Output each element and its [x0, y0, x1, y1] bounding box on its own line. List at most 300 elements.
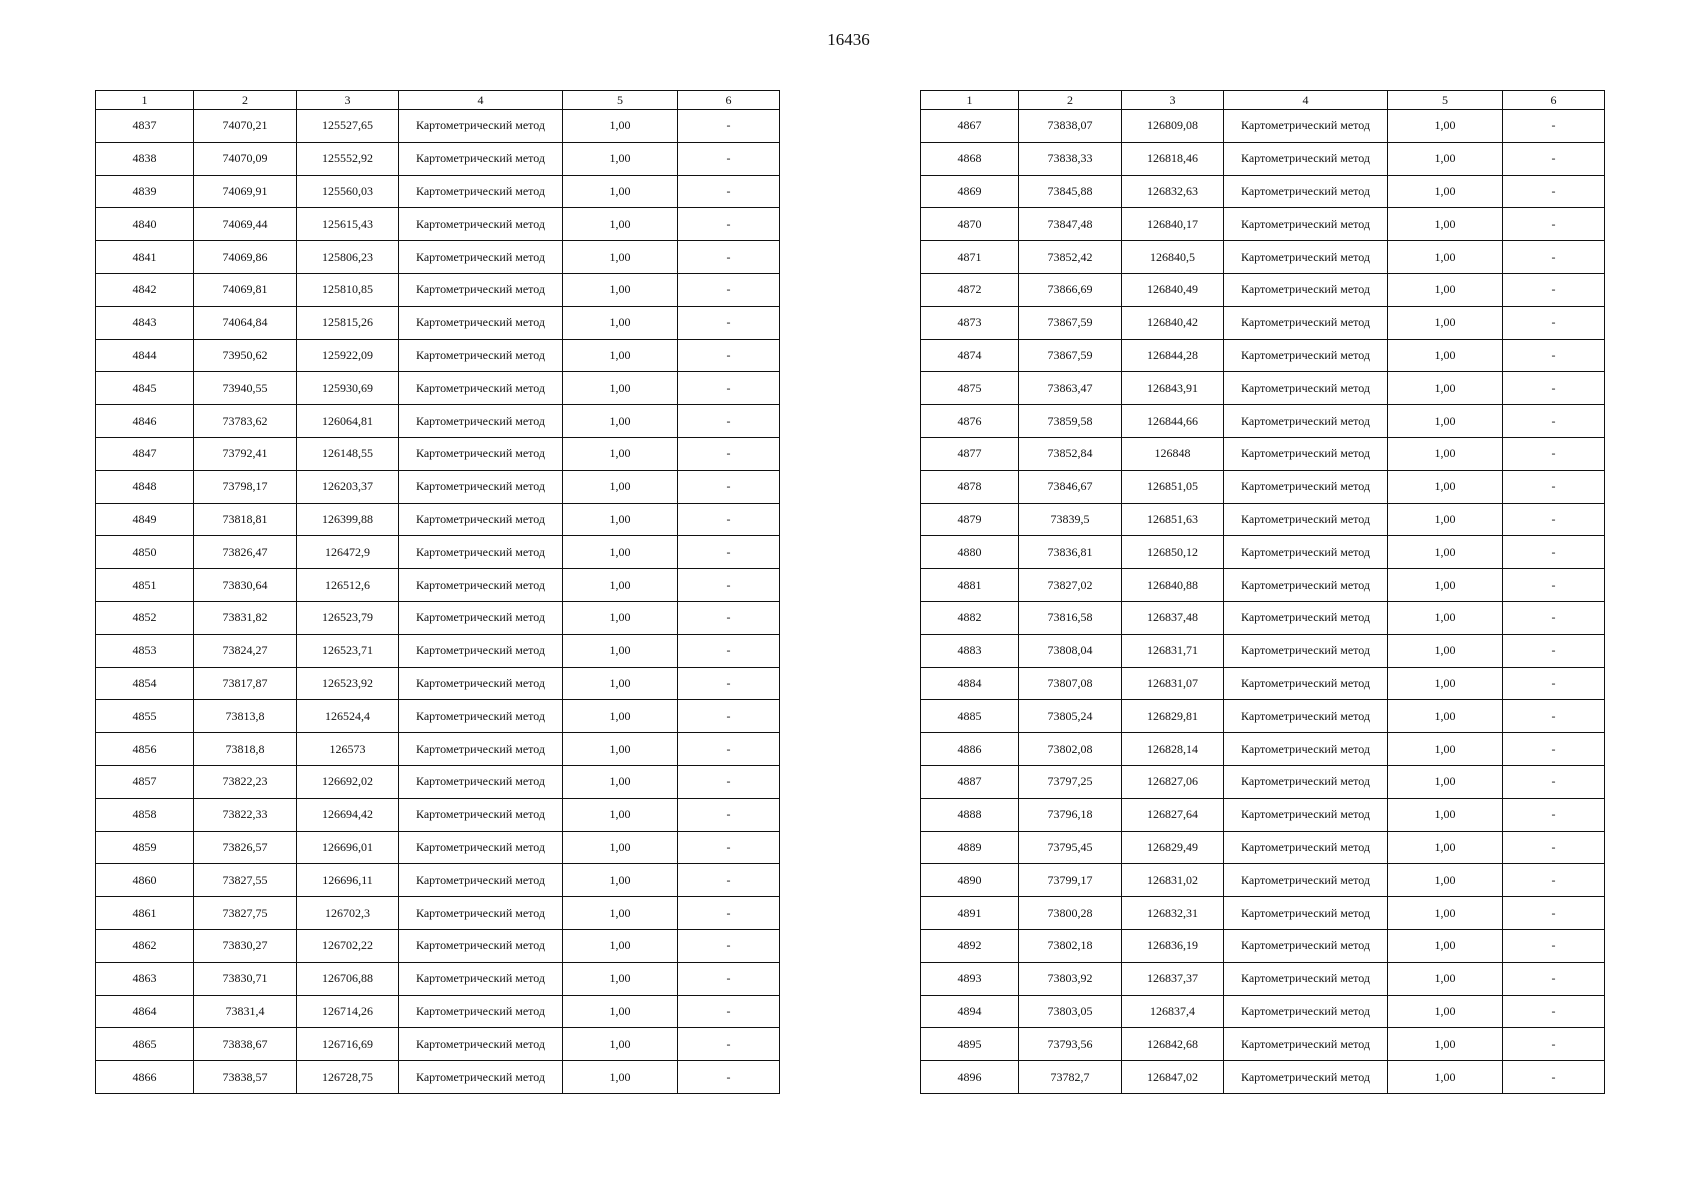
x-coordinate-cell: 73836,81 — [1019, 536, 1122, 569]
y-coordinate-cell: 126831,02 — [1122, 864, 1224, 897]
note-cell: - — [678, 405, 780, 438]
note-cell: - — [1503, 273, 1605, 306]
x-coordinate-cell: 73852,84 — [1019, 437, 1122, 470]
method-cell: Картометрический метод — [399, 864, 563, 897]
point-number-cell: 4876 — [921, 405, 1019, 438]
note-cell: - — [678, 897, 780, 930]
y-coordinate-cell: 126702,22 — [297, 929, 399, 962]
x-coordinate-cell: 73807,08 — [1019, 667, 1122, 700]
point-number-cell: 4867 — [921, 110, 1019, 143]
note-cell: - — [1503, 1028, 1605, 1061]
x-coordinate-cell: 73817,87 — [194, 667, 297, 700]
accuracy-cell: 1,00 — [1388, 897, 1503, 930]
y-coordinate-cell: 126728,75 — [297, 1061, 399, 1094]
method-cell: Картометрический метод — [399, 733, 563, 766]
table-row — [921, 273, 1605, 306]
accuracy-cell: 1,00 — [1388, 339, 1503, 372]
y-coordinate-cell: 126837,48 — [1122, 601, 1224, 634]
x-coordinate-cell: 73822,33 — [194, 798, 297, 831]
method-cell: Картометрический метод — [399, 667, 563, 700]
y-coordinate-cell: 125560,03 — [297, 175, 399, 208]
point-number-cell: 4859 — [96, 831, 194, 864]
note-cell: - — [678, 110, 780, 143]
point-number-cell: 4894 — [921, 995, 1019, 1028]
accuracy-cell: 1,00 — [563, 929, 678, 962]
x-coordinate-cell: 73805,24 — [1019, 700, 1122, 733]
accuracy-cell: 1,00 — [1388, 175, 1503, 208]
x-coordinate-cell: 73838,57 — [194, 1061, 297, 1094]
method-cell: Картометрический метод — [399, 208, 563, 241]
method-cell: Картометрический метод — [399, 536, 563, 569]
accuracy-cell: 1,00 — [563, 634, 678, 667]
note-cell: - — [1503, 831, 1605, 864]
column-header: 6 — [678, 91, 780, 110]
accuracy-cell: 1,00 — [563, 175, 678, 208]
method-cell: Картометрический метод — [399, 110, 563, 143]
table-row — [921, 831, 1605, 864]
note-cell: - — [1503, 470, 1605, 503]
method-cell: Картометрический метод — [1224, 339, 1388, 372]
accuracy-cell: 1,00 — [563, 700, 678, 733]
x-coordinate-cell: 73822,23 — [194, 765, 297, 798]
accuracy-cell: 1,00 — [1388, 405, 1503, 438]
note-cell: - — [1503, 864, 1605, 897]
note-cell: - — [678, 175, 780, 208]
table-row — [921, 175, 1605, 208]
accuracy-cell: 1,00 — [1388, 798, 1503, 831]
method-cell: Картометрический метод — [399, 405, 563, 438]
table-row — [921, 798, 1605, 831]
x-coordinate-cell: 73803,05 — [1019, 995, 1122, 1028]
table-row — [921, 241, 1605, 274]
header-row — [921, 91, 1605, 110]
method-cell: Картометрический метод — [1224, 372, 1388, 405]
y-coordinate-cell: 126840,17 — [1122, 208, 1224, 241]
accuracy-cell: 1,00 — [1388, 503, 1503, 536]
table-row — [96, 372, 780, 405]
y-coordinate-cell: 126148,55 — [297, 437, 399, 470]
note-cell: - — [1503, 503, 1605, 536]
point-number-cell: 4847 — [96, 437, 194, 470]
point-number-cell: 4883 — [921, 634, 1019, 667]
x-coordinate-cell: 74069,91 — [194, 175, 297, 208]
note-cell: - — [678, 765, 780, 798]
note-cell: - — [1503, 634, 1605, 667]
column-header: 4 — [399, 91, 563, 110]
note-cell: - — [678, 241, 780, 274]
y-coordinate-cell: 125810,85 — [297, 273, 399, 306]
method-cell: Картометрический метод — [1224, 601, 1388, 634]
x-coordinate-cell: 73802,08 — [1019, 733, 1122, 766]
y-coordinate-cell: 125552,92 — [297, 142, 399, 175]
accuracy-cell: 1,00 — [1388, 831, 1503, 864]
method-cell: Картометрический метод — [399, 569, 563, 602]
y-coordinate-cell: 126832,31 — [1122, 897, 1224, 930]
method-cell: Картометрический метод — [399, 339, 563, 372]
point-number-cell: 4855 — [96, 700, 194, 733]
coordinates-table-right — [920, 90, 1605, 1094]
point-number-cell: 4879 — [921, 503, 1019, 536]
accuracy-cell: 1,00 — [563, 306, 678, 339]
table-row — [96, 897, 780, 930]
accuracy-cell: 1,00 — [1388, 273, 1503, 306]
note-cell: - — [678, 470, 780, 503]
method-cell: Картометрический метод — [399, 962, 563, 995]
accuracy-cell: 1,00 — [563, 1028, 678, 1061]
note-cell: - — [1503, 765, 1605, 798]
accuracy-cell: 1,00 — [563, 536, 678, 569]
table-row — [921, 929, 1605, 962]
table-row — [96, 569, 780, 602]
table-header — [96, 91, 780, 110]
y-coordinate-cell: 126573 — [297, 733, 399, 766]
column-header: 1 — [96, 91, 194, 110]
y-coordinate-cell: 126716,69 — [297, 1028, 399, 1061]
table-row — [921, 733, 1605, 766]
method-cell: Картометрический метод — [1224, 929, 1388, 962]
accuracy-cell: 1,00 — [563, 503, 678, 536]
table-row — [96, 995, 780, 1028]
point-number-cell: 4865 — [96, 1028, 194, 1061]
x-coordinate-cell: 73813,8 — [194, 700, 297, 733]
method-cell: Картометрический метод — [399, 798, 563, 831]
point-number-cell: 4848 — [96, 470, 194, 503]
method-cell: Картометрический метод — [1224, 110, 1388, 143]
y-coordinate-cell: 126851,63 — [1122, 503, 1224, 536]
table-row — [96, 437, 780, 470]
table-row — [921, 765, 1605, 798]
x-coordinate-cell: 73859,58 — [1019, 405, 1122, 438]
accuracy-cell: 1,00 — [1388, 601, 1503, 634]
method-cell: Картометрический метод — [1224, 536, 1388, 569]
y-coordinate-cell: 126850,12 — [1122, 536, 1224, 569]
table-row — [921, 142, 1605, 175]
table-row — [921, 601, 1605, 634]
note-cell: - — [1503, 110, 1605, 143]
table-row — [96, 339, 780, 372]
table-row — [921, 1061, 1605, 1094]
x-coordinate-cell: 73782,7 — [1019, 1061, 1122, 1094]
method-cell: Картометрический метод — [399, 601, 563, 634]
note-cell: - — [678, 569, 780, 602]
accuracy-cell: 1,00 — [563, 273, 678, 306]
method-cell: Картометрический метод — [1224, 142, 1388, 175]
method-cell: Картометрический метод — [1224, 306, 1388, 339]
y-coordinate-cell: 126512,6 — [297, 569, 399, 602]
method-cell: Картометрический метод — [1224, 175, 1388, 208]
x-coordinate-cell: 73803,92 — [1019, 962, 1122, 995]
accuracy-cell: 1,00 — [1388, 437, 1503, 470]
table-row — [96, 405, 780, 438]
y-coordinate-cell: 126809,08 — [1122, 110, 1224, 143]
method-cell: Картометрический метод — [399, 831, 563, 864]
accuracy-cell: 1,00 — [563, 897, 678, 930]
point-number-cell: 4839 — [96, 175, 194, 208]
point-number-cell: 4837 — [96, 110, 194, 143]
table-row — [921, 897, 1605, 930]
x-coordinate-cell: 73824,27 — [194, 634, 297, 667]
note-cell: - — [678, 503, 780, 536]
table-row — [96, 634, 780, 667]
note-cell: - — [678, 700, 780, 733]
accuracy-cell: 1,00 — [563, 733, 678, 766]
x-coordinate-cell: 73818,81 — [194, 503, 297, 536]
table-row — [921, 634, 1605, 667]
x-coordinate-cell: 73826,47 — [194, 536, 297, 569]
point-number-cell: 4884 — [921, 667, 1019, 700]
accuracy-cell: 1,00 — [563, 110, 678, 143]
accuracy-cell: 1,00 — [1388, 995, 1503, 1028]
accuracy-cell: 1,00 — [1388, 864, 1503, 897]
point-number-cell: 4844 — [96, 339, 194, 372]
column-header: 3 — [297, 91, 399, 110]
x-coordinate-cell: 73796,18 — [1019, 798, 1122, 831]
point-number-cell: 4849 — [96, 503, 194, 536]
table-row — [921, 339, 1605, 372]
note-cell: - — [1503, 405, 1605, 438]
method-cell: Картометрический метод — [1224, 503, 1388, 536]
table-row — [921, 208, 1605, 241]
coordinates-table-left — [95, 90, 780, 1094]
point-number-cell: 4877 — [921, 437, 1019, 470]
table-row — [921, 864, 1605, 897]
table-row — [96, 175, 780, 208]
point-number-cell: 4863 — [96, 962, 194, 995]
method-cell: Картометрический метод — [1224, 831, 1388, 864]
accuracy-cell: 1,00 — [1388, 110, 1503, 143]
accuracy-cell: 1,00 — [1388, 733, 1503, 766]
accuracy-cell: 1,00 — [563, 569, 678, 602]
note-cell: - — [678, 864, 780, 897]
point-number-cell: 4850 — [96, 536, 194, 569]
method-cell: Картометрический метод — [399, 503, 563, 536]
point-number-cell: 4852 — [96, 601, 194, 634]
point-number-cell: 4862 — [96, 929, 194, 962]
method-cell: Картометрический метод — [399, 929, 563, 962]
point-number-cell: 4841 — [96, 241, 194, 274]
note-cell: - — [1503, 601, 1605, 634]
x-coordinate-cell: 73802,18 — [1019, 929, 1122, 962]
header-row — [96, 91, 780, 110]
note-cell: - — [678, 995, 780, 1028]
note-cell: - — [678, 1028, 780, 1061]
note-cell: - — [678, 929, 780, 962]
accuracy-cell: 1,00 — [1388, 142, 1503, 175]
point-number-cell: 4853 — [96, 634, 194, 667]
note-cell: - — [1503, 700, 1605, 733]
table-row — [921, 470, 1605, 503]
x-coordinate-cell: 73800,28 — [1019, 897, 1122, 930]
table-body — [921, 110, 1605, 1094]
accuracy-cell: 1,00 — [563, 405, 678, 438]
method-cell: Картометрический метод — [1224, 634, 1388, 667]
method-cell: Картометрический метод — [399, 241, 563, 274]
note-cell: - — [678, 273, 780, 306]
note-cell: - — [1503, 569, 1605, 602]
point-number-cell: 4888 — [921, 798, 1019, 831]
x-coordinate-cell: 73797,25 — [1019, 765, 1122, 798]
x-coordinate-cell: 73799,17 — [1019, 864, 1122, 897]
y-coordinate-cell: 126837,4 — [1122, 995, 1224, 1028]
accuracy-cell: 1,00 — [563, 208, 678, 241]
y-coordinate-cell: 126064,81 — [297, 405, 399, 438]
table-body — [96, 110, 780, 1094]
y-coordinate-cell: 125815,26 — [297, 306, 399, 339]
table-row — [921, 667, 1605, 700]
x-coordinate-cell: 73795,45 — [1019, 831, 1122, 864]
point-number-cell: 4871 — [921, 241, 1019, 274]
y-coordinate-cell: 126844,66 — [1122, 405, 1224, 438]
accuracy-cell: 1,00 — [563, 142, 678, 175]
note-cell: - — [1503, 962, 1605, 995]
accuracy-cell: 1,00 — [563, 601, 678, 634]
point-number-cell: 4845 — [96, 372, 194, 405]
note-cell: - — [1503, 995, 1605, 1028]
y-coordinate-cell: 126203,37 — [297, 470, 399, 503]
note-cell: - — [1503, 339, 1605, 372]
table-row — [96, 208, 780, 241]
x-coordinate-cell: 73831,4 — [194, 995, 297, 1028]
y-coordinate-cell: 126828,14 — [1122, 733, 1224, 766]
y-coordinate-cell: 126696,01 — [297, 831, 399, 864]
method-cell: Картометрический метод — [399, 142, 563, 175]
accuracy-cell: 1,00 — [563, 765, 678, 798]
y-coordinate-cell: 126851,05 — [1122, 470, 1224, 503]
point-number-cell: 4881 — [921, 569, 1019, 602]
y-coordinate-cell: 126694,42 — [297, 798, 399, 831]
table-row — [921, 372, 1605, 405]
table-row — [921, 995, 1605, 1028]
table-row — [96, 798, 780, 831]
column-header: 5 — [563, 91, 678, 110]
accuracy-cell: 1,00 — [563, 437, 678, 470]
note-cell: - — [678, 437, 780, 470]
method-cell: Картометрический метод — [1224, 765, 1388, 798]
y-coordinate-cell: 125930,69 — [297, 372, 399, 405]
y-coordinate-cell: 126836,19 — [1122, 929, 1224, 962]
y-coordinate-cell: 126829,49 — [1122, 831, 1224, 864]
accuracy-cell: 1,00 — [1388, 208, 1503, 241]
accuracy-cell: 1,00 — [563, 962, 678, 995]
method-cell: Картометрический метод — [1224, 1061, 1388, 1094]
x-coordinate-cell: 73783,62 — [194, 405, 297, 438]
y-coordinate-cell: 126818,46 — [1122, 142, 1224, 175]
column-header: 2 — [194, 91, 297, 110]
y-coordinate-cell: 126832,63 — [1122, 175, 1224, 208]
table-row — [921, 700, 1605, 733]
column-header: 5 — [1388, 91, 1503, 110]
table-row — [96, 1028, 780, 1061]
note-cell: - — [678, 634, 780, 667]
point-number-cell: 4851 — [96, 569, 194, 602]
note-cell: - — [678, 733, 780, 766]
table-row — [96, 962, 780, 995]
accuracy-cell: 1,00 — [1388, 634, 1503, 667]
accuracy-cell: 1,00 — [1388, 372, 1503, 405]
point-number-cell: 4860 — [96, 864, 194, 897]
point-number-cell: 4857 — [96, 765, 194, 798]
method-cell: Картометрический метод — [1224, 962, 1388, 995]
table-row — [96, 273, 780, 306]
x-coordinate-cell: 73846,67 — [1019, 470, 1122, 503]
method-cell: Картометрический метод — [1224, 897, 1388, 930]
x-coordinate-cell: 74069,44 — [194, 208, 297, 241]
y-coordinate-cell: 126702,3 — [297, 897, 399, 930]
method-cell: Картометрический метод — [399, 1061, 563, 1094]
point-number-cell: 4880 — [921, 536, 1019, 569]
point-number-cell: 4875 — [921, 372, 1019, 405]
accuracy-cell: 1,00 — [563, 1061, 678, 1094]
y-coordinate-cell: 126692,02 — [297, 765, 399, 798]
x-coordinate-cell: 73847,48 — [1019, 208, 1122, 241]
accuracy-cell: 1,00 — [563, 667, 678, 700]
accuracy-cell: 1,00 — [563, 798, 678, 831]
method-cell: Картометрический метод — [399, 372, 563, 405]
point-number-cell: 4854 — [96, 667, 194, 700]
point-number-cell: 4889 — [921, 831, 1019, 864]
y-coordinate-cell: 126842,68 — [1122, 1028, 1224, 1061]
column-header: 1 — [921, 91, 1019, 110]
accuracy-cell: 1,00 — [1388, 700, 1503, 733]
x-coordinate-cell: 73816,58 — [1019, 601, 1122, 634]
method-cell: Картометрический метод — [1224, 864, 1388, 897]
point-number-cell: 4838 — [96, 142, 194, 175]
point-number-cell: 4869 — [921, 175, 1019, 208]
note-cell: - — [678, 831, 780, 864]
accuracy-cell: 1,00 — [1388, 667, 1503, 700]
y-coordinate-cell: 126523,92 — [297, 667, 399, 700]
table-header — [921, 91, 1605, 110]
y-coordinate-cell: 126399,88 — [297, 503, 399, 536]
y-coordinate-cell: 126843,91 — [1122, 372, 1224, 405]
table-row — [96, 1061, 780, 1094]
table-row — [96, 929, 780, 962]
y-coordinate-cell: 126714,26 — [297, 995, 399, 1028]
point-number-cell: 4840 — [96, 208, 194, 241]
table-row — [96, 765, 780, 798]
y-coordinate-cell: 126827,06 — [1122, 765, 1224, 798]
x-coordinate-cell: 73950,62 — [194, 339, 297, 372]
method-cell: Картометрический метод — [1224, 405, 1388, 438]
method-cell: Картометрический метод — [399, 306, 563, 339]
point-number-cell: 4858 — [96, 798, 194, 831]
table-row — [96, 831, 780, 864]
x-coordinate-cell: 73818,8 — [194, 733, 297, 766]
method-cell: Картометрический метод — [1224, 273, 1388, 306]
accuracy-cell: 1,00 — [1388, 1061, 1503, 1094]
y-coordinate-cell: 125527,65 — [297, 110, 399, 143]
x-coordinate-cell: 73792,41 — [194, 437, 297, 470]
note-cell: - — [678, 798, 780, 831]
note-cell: - — [1503, 929, 1605, 962]
note-cell: - — [1503, 241, 1605, 274]
note-cell: - — [1503, 733, 1605, 766]
note-cell: - — [678, 142, 780, 175]
x-coordinate-cell: 73830,71 — [194, 962, 297, 995]
accuracy-cell: 1,00 — [1388, 306, 1503, 339]
x-coordinate-cell: 73867,59 — [1019, 339, 1122, 372]
note-cell: - — [678, 536, 780, 569]
y-coordinate-cell: 126840,49 — [1122, 273, 1224, 306]
method-cell: Картометрический метод — [1224, 437, 1388, 470]
point-number-cell: 4846 — [96, 405, 194, 438]
note-cell: - — [1503, 667, 1605, 700]
table-row — [921, 962, 1605, 995]
y-coordinate-cell: 126523,79 — [297, 601, 399, 634]
y-coordinate-cell: 125615,43 — [297, 208, 399, 241]
y-coordinate-cell: 126523,71 — [297, 634, 399, 667]
point-number-cell: 4873 — [921, 306, 1019, 339]
